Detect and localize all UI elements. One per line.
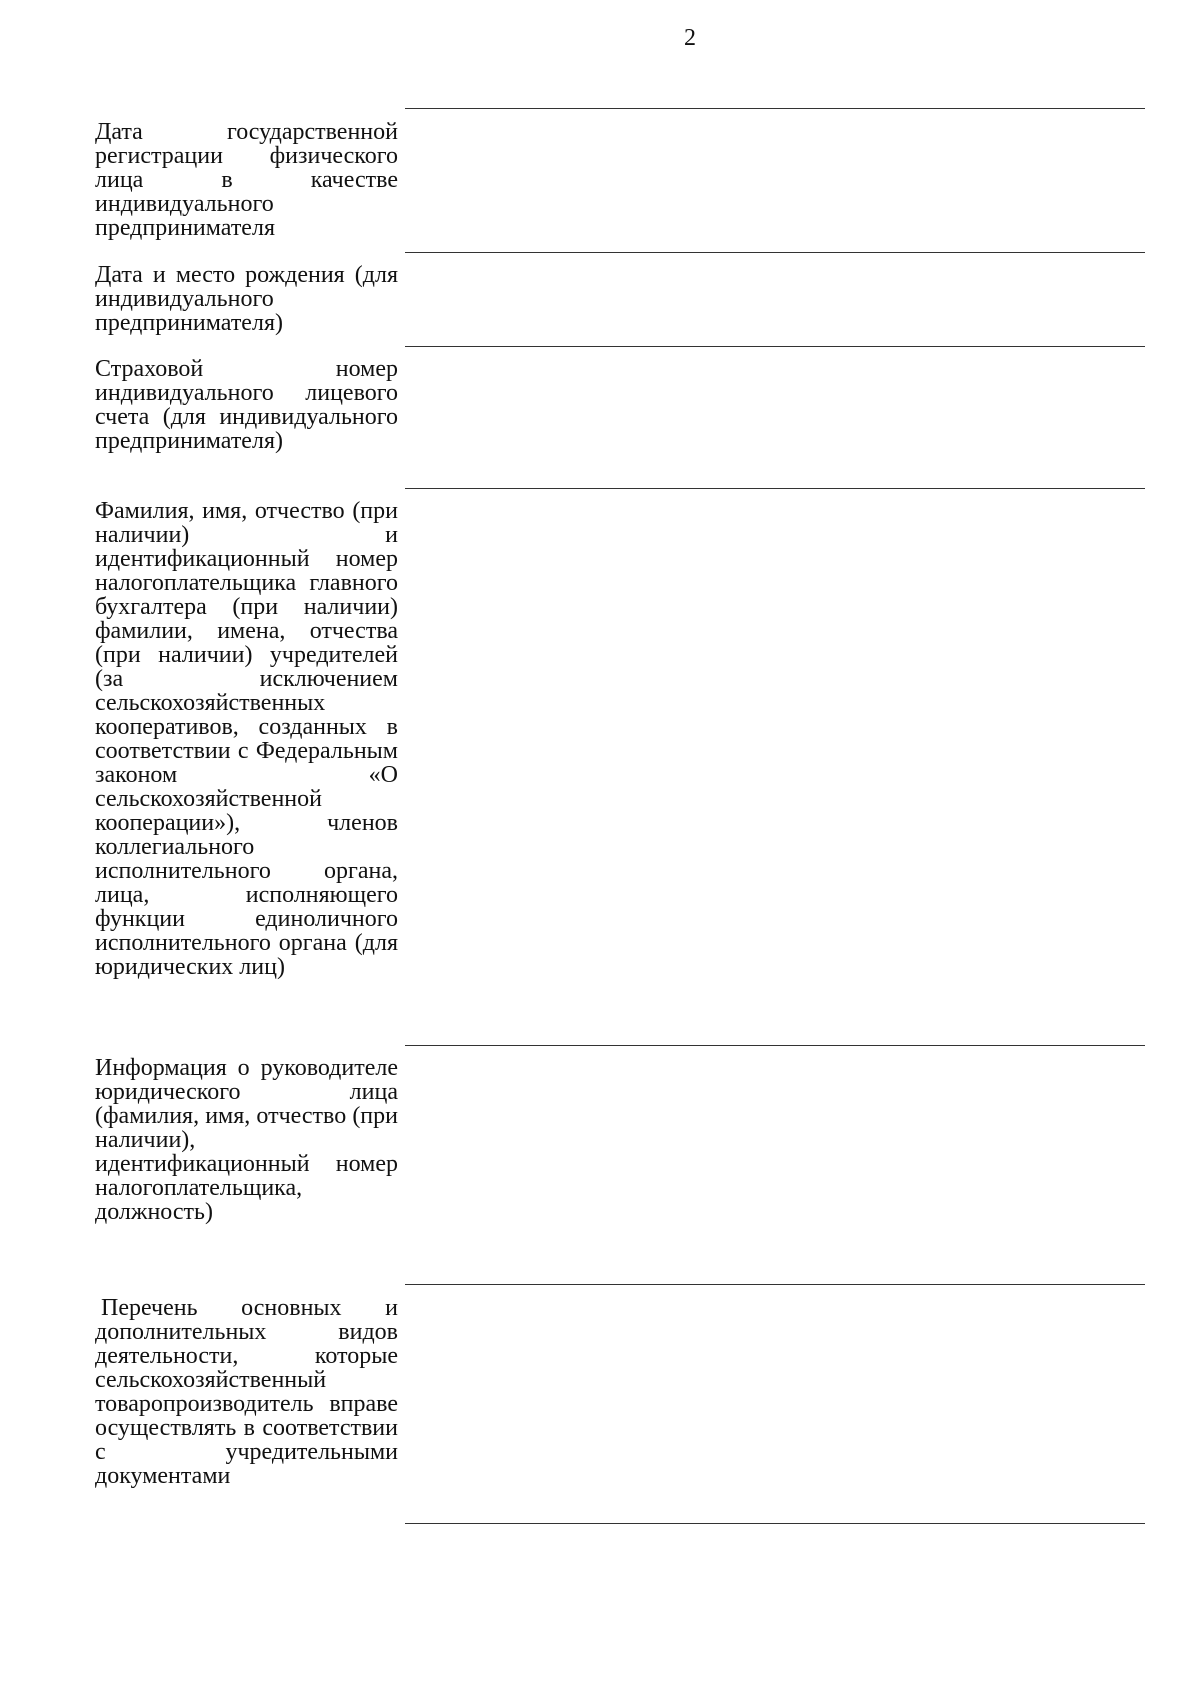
answer-line-insurance-account-number xyxy=(405,488,1145,489)
answer-line-birth-date-place xyxy=(405,346,1145,347)
label-birth-date-place: Дата и место рождения (для индивидуального предпринимателя) xyxy=(95,262,398,336)
answer-line-registration-date xyxy=(405,252,1145,253)
label-insurance-account-number: Страховой номер индивидуального лицевого счета (для индивидуального предпринимателя) xyxy=(95,356,398,454)
page-number: 2 xyxy=(684,25,696,51)
label-registration-date: Дата государственной регистрации физического лица в качестве индивидуального предпринимателя xyxy=(95,119,398,241)
answer-line-activities-list xyxy=(405,1523,1145,1524)
answer-line-accountant-founders-info xyxy=(405,1045,1145,1046)
label-director-info: Информация о руководителе юридического лица (фамилия, имя, отчество (при наличии), идентификационный номер налогоплательщика, должность) xyxy=(95,1055,398,1225)
answer-line-top xyxy=(405,108,1145,109)
label-activities-list: Перечень основных и дополнительных видов деятельности, которые сельскохозяйственный товаропроизводитель вправе осуществлять в соответствии с учредительными документами xyxy=(95,1295,398,1489)
label-accountant-founders-info: Фамилия, имя, отчество (при наличии) и идентификационный номер налогоплательщика главного бухгалтера (при наличии) фамилии, имена, отчества (при наличии) учредителей (за исключением сельскохозяйственных кооперативов, созданных в соответствии с Федеральным законом «О сельскохозяйственной кооперации»), членов коллегиального исполнительного органа, лица, исполняющего функции единоличного исполнительного органа (для юридических лиц) xyxy=(95,498,398,980)
answer-line-director-info xyxy=(405,1284,1145,1285)
